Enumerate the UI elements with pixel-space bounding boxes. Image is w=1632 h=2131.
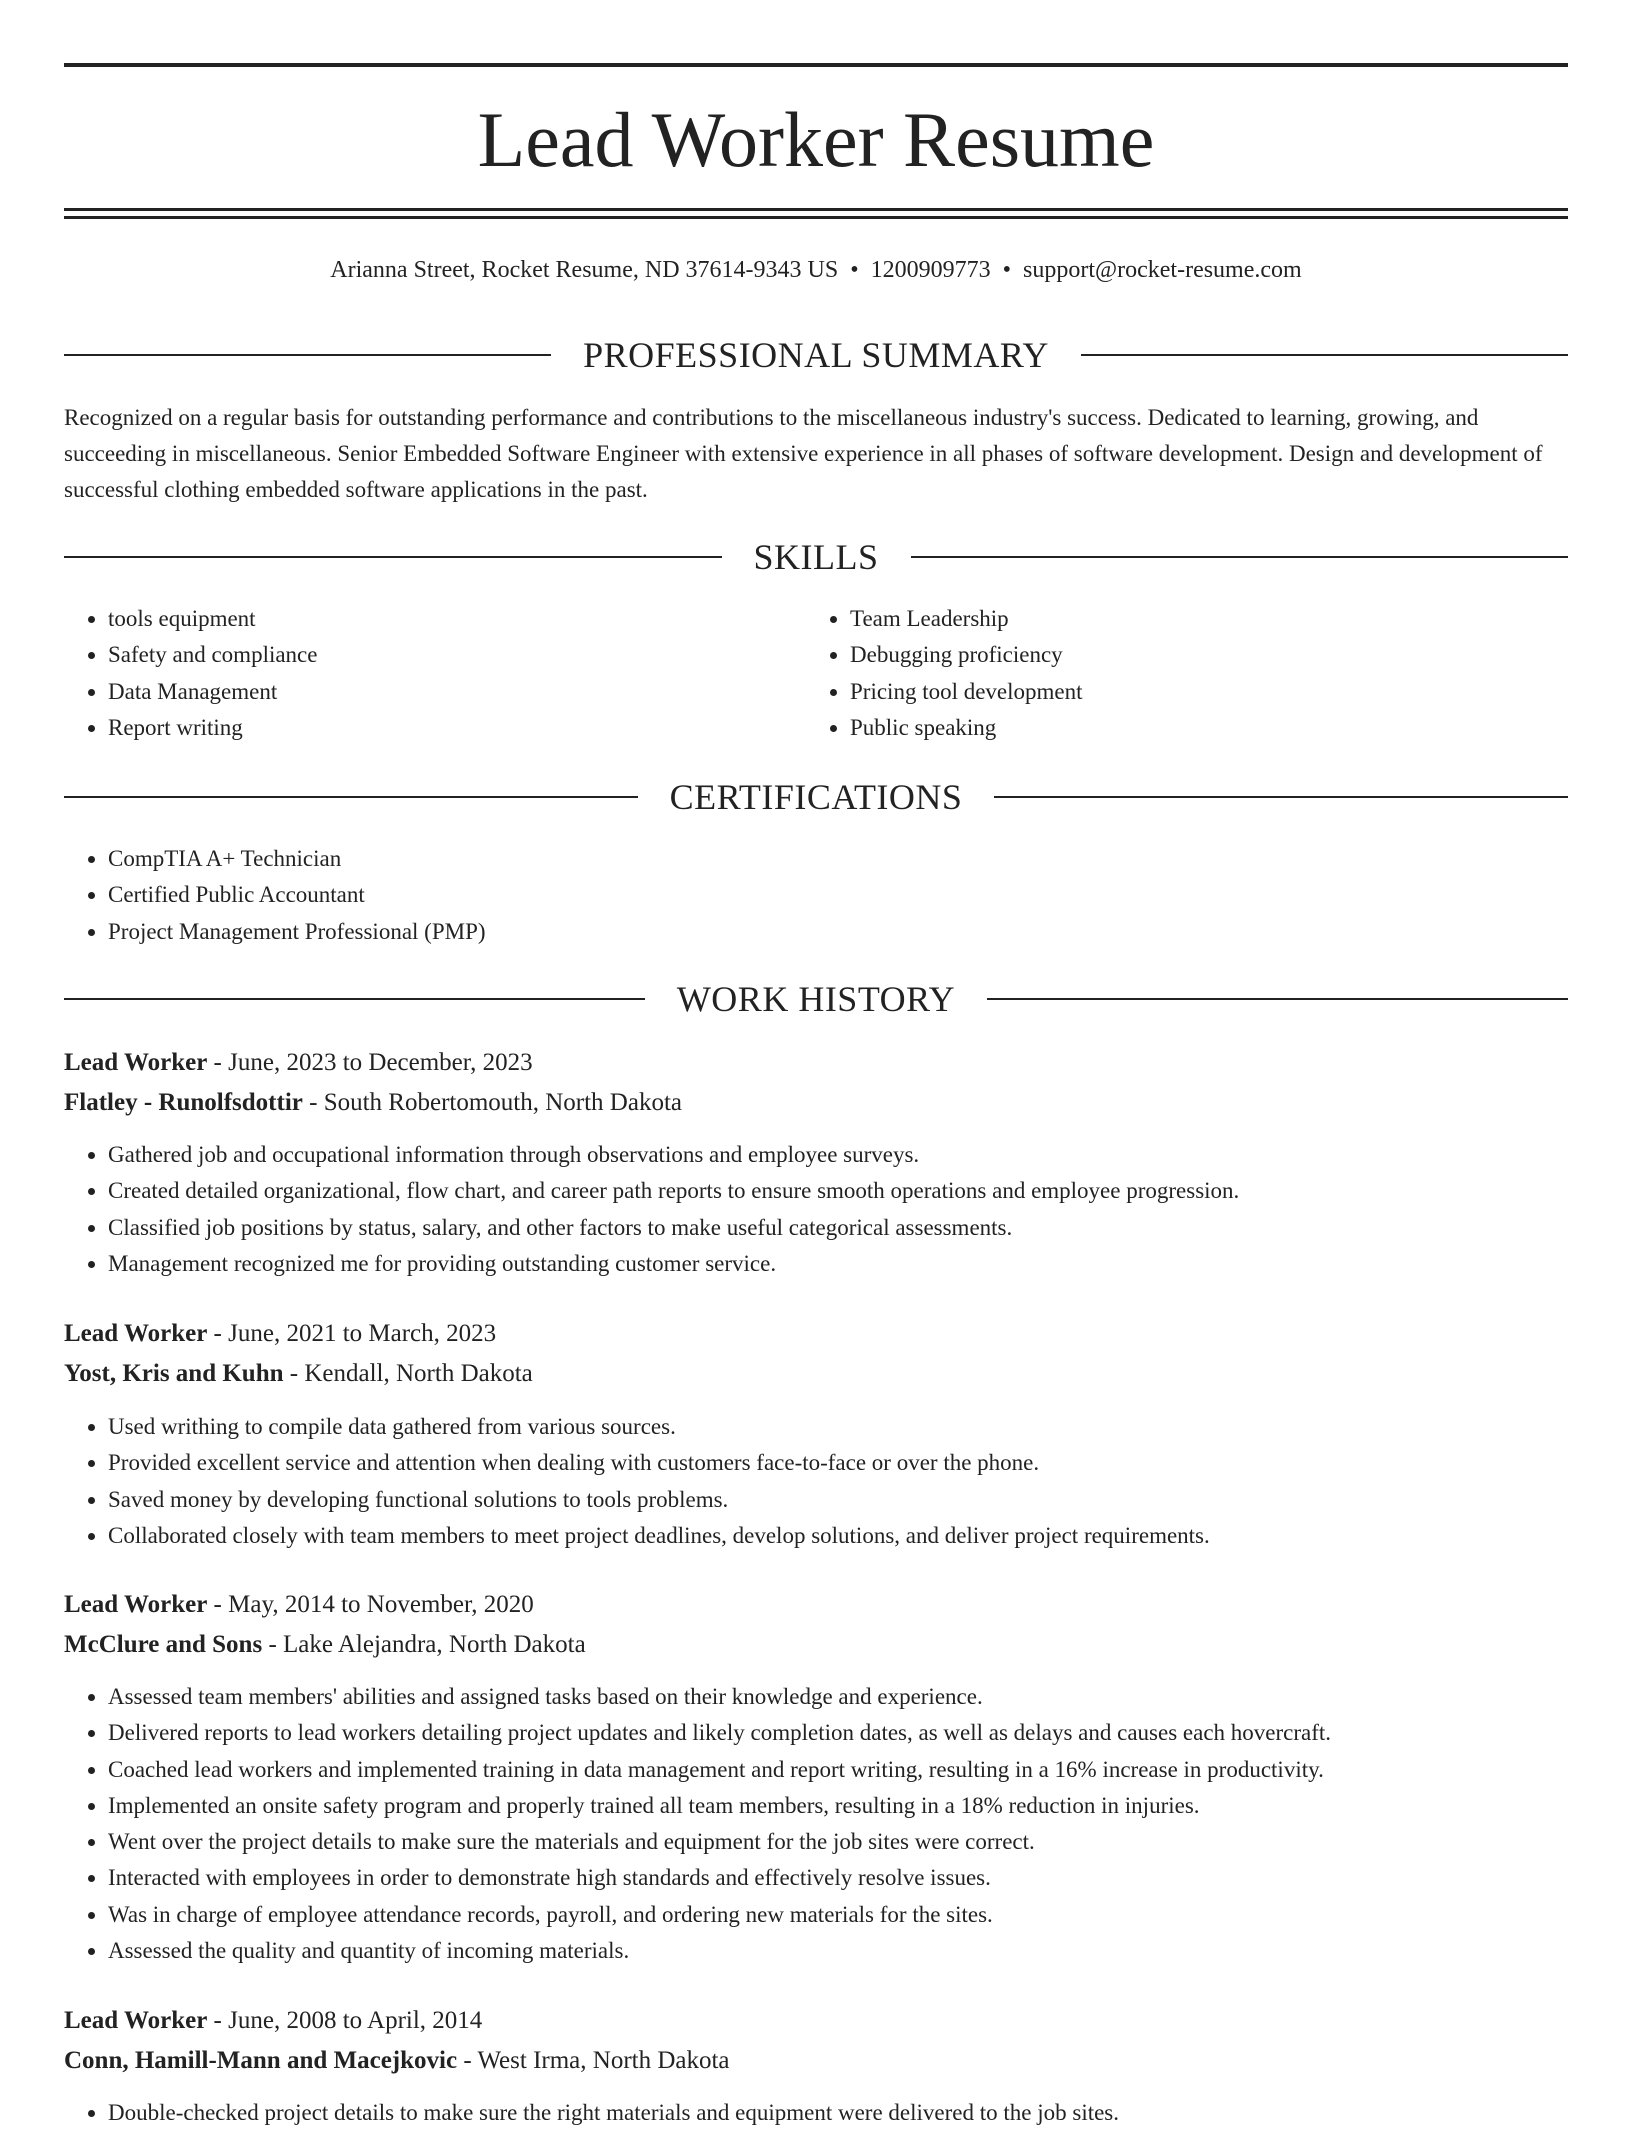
skill-item: • Team Leadership <box>850 601 1083 637</box>
job-bullet: • Created detailed organizational, flow chart, and career path reports to ensure smooth operations and employee progression. <box>108 1173 1239 1209</box>
job-bullet: • Delivered reports to lead workers detailing project updates and likely completion dates, as well as delays and causes each hovercraft. <box>108 1715 1331 1751</box>
job-bullet: • Management recognized me for providing outstanding customer service. <box>108 1246 1239 1282</box>
job-bullet: • Implemented an onsite safety program and properly trained all team members, resulting in a 18% reduction in injuries. <box>108 1788 1331 1824</box>
certifications-section-header <box>64 777 1568 817</box>
job-dates: - June, 2023 to December, 2023 <box>207 1049 533 1076</box>
divider <box>911 556 1569 558</box>
job-location: - Lake Alejandra, North Dakota <box>262 1631 586 1658</box>
job-bullet: • Went over the project details to make sure the materials and equipment for the job sites were correct. <box>108 1824 1331 1860</box>
job-title: Lead Worker <box>64 1591 208 1618</box>
job-company: Conn, Hamill-Mann and Macejkovic <box>64 2047 458 2074</box>
job-title-line <box>64 2003 482 2039</box>
skills-heading: SKILLS <box>753 537 879 577</box>
job-company: Flatley - Runolfsdottir <box>64 1089 303 1116</box>
job-bullet: • Interacted with employees in order to demonstrate high standards and effectively resolve issues. <box>108 1860 1331 1896</box>
job-title: Lead Worker <box>64 1049 208 1076</box>
job-bullets <box>64 1409 1210 1554</box>
resume-title: Lead Worker Resume <box>477 96 1155 183</box>
skill-item: • Data Management <box>108 674 317 710</box>
job-location: - West Irma, North Dakota <box>457 2047 730 2074</box>
summary-text: Recognized on a regular basis for outstanding performance and contributions to the miscellaneous industry's success. Dedicated to learning, growing, and succeeding in miscellaneous. Senior Embedded Software Engineer with extensive experience in all phases of software development. Design and development of successful clothing embedded software applications in the past. <box>64 405 1543 502</box>
divider <box>994 796 1568 798</box>
job-company: Yost, Kris and Kuhn <box>64 1360 284 1387</box>
certifications-heading: CERTIFICATIONS <box>669 777 963 817</box>
job-company-line <box>64 1356 533 1392</box>
contact-separator: • <box>1002 257 1012 283</box>
summary-section-header <box>64 335 1568 375</box>
job-bullet: • Provided excellent service and attention when dealing with customers face-to-face or over the phone. <box>108 1445 1210 1481</box>
job-bullet: • Classified job positions by status, salary, and other factors to make useful categorical assessments. <box>108 1210 1239 1246</box>
divider <box>64 796 638 798</box>
job-title: Lead Worker <box>64 1320 208 1347</box>
work-history-heading: WORK HISTORY <box>676 979 956 1019</box>
skill-item: • Pricing tool development <box>850 674 1083 710</box>
job-bullets <box>64 1137 1239 1282</box>
contact-email[interactable]: support@rocket-resume.com <box>1023 257 1302 283</box>
job-company-line <box>64 1627 586 1663</box>
contact-line <box>64 254 1568 286</box>
job-company: McClure and Sons <box>64 1631 263 1658</box>
certification-item: • Certified Public Accountant <box>108 877 486 913</box>
job-location: - Kendall, North Dakota <box>283 1360 533 1387</box>
skill-item: • Debugging proficiency <box>850 637 1083 673</box>
skills-list-left <box>64 601 317 746</box>
skill-item: • tools equipment <box>108 601 317 637</box>
job-bullet: • Collaborated closely with team members to meet project deadlines, develop solutions, and deliver project requirements. <box>108 1518 1210 1554</box>
skills-list-right <box>806 601 1083 746</box>
job-bullets <box>64 2095 1119 2131</box>
job-dates: - May, 2014 to November, 2020 <box>207 1591 534 1618</box>
divider <box>64 354 551 356</box>
divider <box>987 998 1568 1000</box>
job-bullet: • Assessed team members' abilities and assigned tasks based on their knowledge and experience. <box>108 1679 1331 1715</box>
title-rule-upper <box>64 208 1568 211</box>
certification-item: • Project Management Professional (PMP) <box>108 914 486 950</box>
job-title-line <box>64 1587 534 1623</box>
job-bullet: • Coached lead workers and implemented training in data management and report writing, resulting in a 16% increase in productivity. <box>108 1752 1331 1788</box>
job-bullet: • Assessed the quality and quantity of incoming materials. <box>108 1933 1331 1969</box>
skills-section-header <box>64 537 1568 577</box>
certification-item: • CompTIA A+ Technician <box>108 841 486 877</box>
job-title-line <box>64 1045 533 1081</box>
job-title: Lead Worker <box>64 2007 208 2034</box>
work-history-section-header <box>64 979 1568 1019</box>
skill-item: • Public speaking <box>850 710 1083 746</box>
job-company-line <box>64 2043 730 2079</box>
job-location: - South Robertomouth, North Dakota <box>302 1089 683 1116</box>
job-bullets <box>64 1679 1331 1969</box>
summary-heading: PROFESSIONAL SUMMARY <box>583 335 1049 375</box>
job-bullet: • Was in charge of employee attendance records, payroll, and ordering new materials for the sites. <box>108 1897 1331 1933</box>
job-bullet: • Double-checked project details to make sure the right materials and equipment were delivered to the job sites. <box>108 2095 1119 2131</box>
job-company-line <box>64 1085 682 1121</box>
contact-phone: 1200909773 <box>870 257 991 283</box>
contact-separator: • <box>850 257 859 283</box>
title-rule-lower <box>64 216 1568 219</box>
job-bullet: • Used writhing to compile data gathered from various sources. <box>108 1409 1210 1445</box>
divider <box>64 556 722 558</box>
skill-item: • Report writing <box>108 710 317 746</box>
job-dates: - June, 2008 to April, 2014 <box>207 2007 483 2034</box>
divider <box>1081 354 1568 356</box>
top-rule <box>64 63 1568 67</box>
job-bullet: • Saved money by developing functional solutions to tools problems. <box>108 1482 1210 1518</box>
job-dates: - June, 2021 to March, 2023 <box>207 1320 497 1347</box>
job-title-line <box>64 1316 496 1352</box>
certifications-list <box>64 841 486 950</box>
job-bullet: • Gathered job and occupational information through observations and employee surveys. <box>108 1137 1239 1173</box>
contact-address: Arianna Street, Rocket Resume, ND 37614-9343 US <box>330 257 839 283</box>
skill-item: • Safety and compliance <box>108 637 317 673</box>
divider <box>64 998 645 1000</box>
